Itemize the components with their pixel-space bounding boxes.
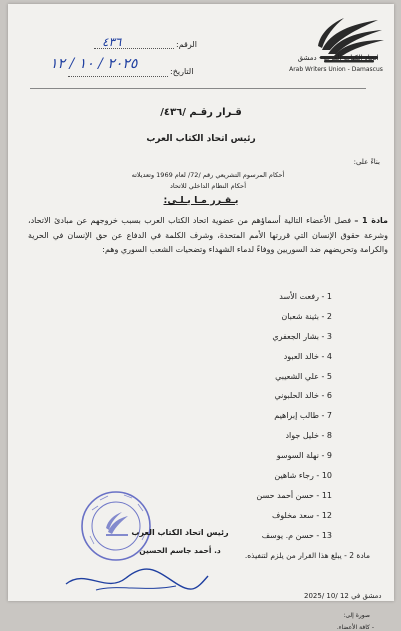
list-item: 4 - خالد العبود xyxy=(283,351,332,361)
article-2: مادة 2 - يبلغ هذا القرار من يلزم لتنفيذه. xyxy=(244,551,370,560)
signatory-name: د. أحمد جاسم الحسين xyxy=(139,546,221,555)
article-1-label: مادة 1 – xyxy=(354,216,389,225)
basis-block xyxy=(48,170,368,192)
org-name-english: Arab Writers Union - Damascus xyxy=(289,66,383,73)
list-item: 11 - حسن أحمد حسن xyxy=(256,490,332,500)
article-1 xyxy=(28,214,388,258)
header-divider xyxy=(30,88,366,89)
list-item: 6 - خالد الحلبوني xyxy=(274,391,332,401)
list-item: 7 - طالب إبراهيم xyxy=(274,411,332,421)
date-value: ٢٠٢٥ / ١٠ / ١٢ xyxy=(50,56,138,72)
list-item: 9 - نهلة السوسو xyxy=(276,451,332,461)
org-name-arabic: اتحاد الكتاب العرب - دمشق xyxy=(297,54,379,62)
president-heading: رئيس اتحاد الكتاب العرب xyxy=(146,134,256,144)
list-item: 12 - سعد مخلوف xyxy=(272,510,332,520)
basis-decree: أحكام المرسوم التشريعي رقم /72/ لعام 1969 وتعديلاته xyxy=(131,171,285,179)
date-label: التاريخ: xyxy=(170,67,194,76)
reference-dotted-line xyxy=(94,48,174,49)
handwritten-signature xyxy=(56,564,216,598)
list-item: 8 - خليل جواد xyxy=(285,431,332,441)
list-item: 2 - بثينة شعبان xyxy=(281,311,332,321)
decides-heading: يـقـرر مـا يـلـي: xyxy=(163,195,239,206)
copy-to-label: صورة إلى: xyxy=(343,612,370,619)
date-dotted-line xyxy=(68,76,168,77)
signatory-title: رئيس اتحاد الكتاب العرب xyxy=(131,528,229,537)
copy-to-item: - كافة الأعضاء. xyxy=(336,624,374,631)
expelled-members-list xyxy=(132,287,332,546)
article-1-text: فصل الأعضاء التالية أسماؤهم من عضوية اتحاد الكتاب العرب بسبب خروجهم عن مبادئ الاتحاد، وشرعة حقوق الإنسان التي قررتها الأمم المتحدة، وشرف الكلمة في الدفاع عن حق الإنسان في الحرية والكرامة وتحريضهم ضد السوريين ووفاءً لدماء الشهداء وتضحيات الشعب السوري وهم: xyxy=(28,216,388,254)
reference-label: الرقم: xyxy=(176,40,197,49)
issue-date: دمشق في 12 /10 /2025 xyxy=(304,592,382,600)
list-item: 13 - حسن م. يوسف xyxy=(261,530,332,540)
list-item: 3 - بشار الجعفري xyxy=(272,331,332,341)
basis-bylaws: أحكام النظام الداخلي للاتحاد xyxy=(169,182,247,190)
based-on-label: بناءً على: xyxy=(353,158,380,166)
reference-value: ٤٣٦ xyxy=(102,35,122,49)
decision-title: قـرار رقـم /٤٣٦/ xyxy=(160,107,242,118)
list-item: 5 - علي الشعيبي xyxy=(275,371,332,381)
list-item: 1 - رفعت الأسد xyxy=(279,292,332,301)
list-item: 10 - رجاء شاهين xyxy=(274,471,332,481)
document-page xyxy=(8,4,394,631)
